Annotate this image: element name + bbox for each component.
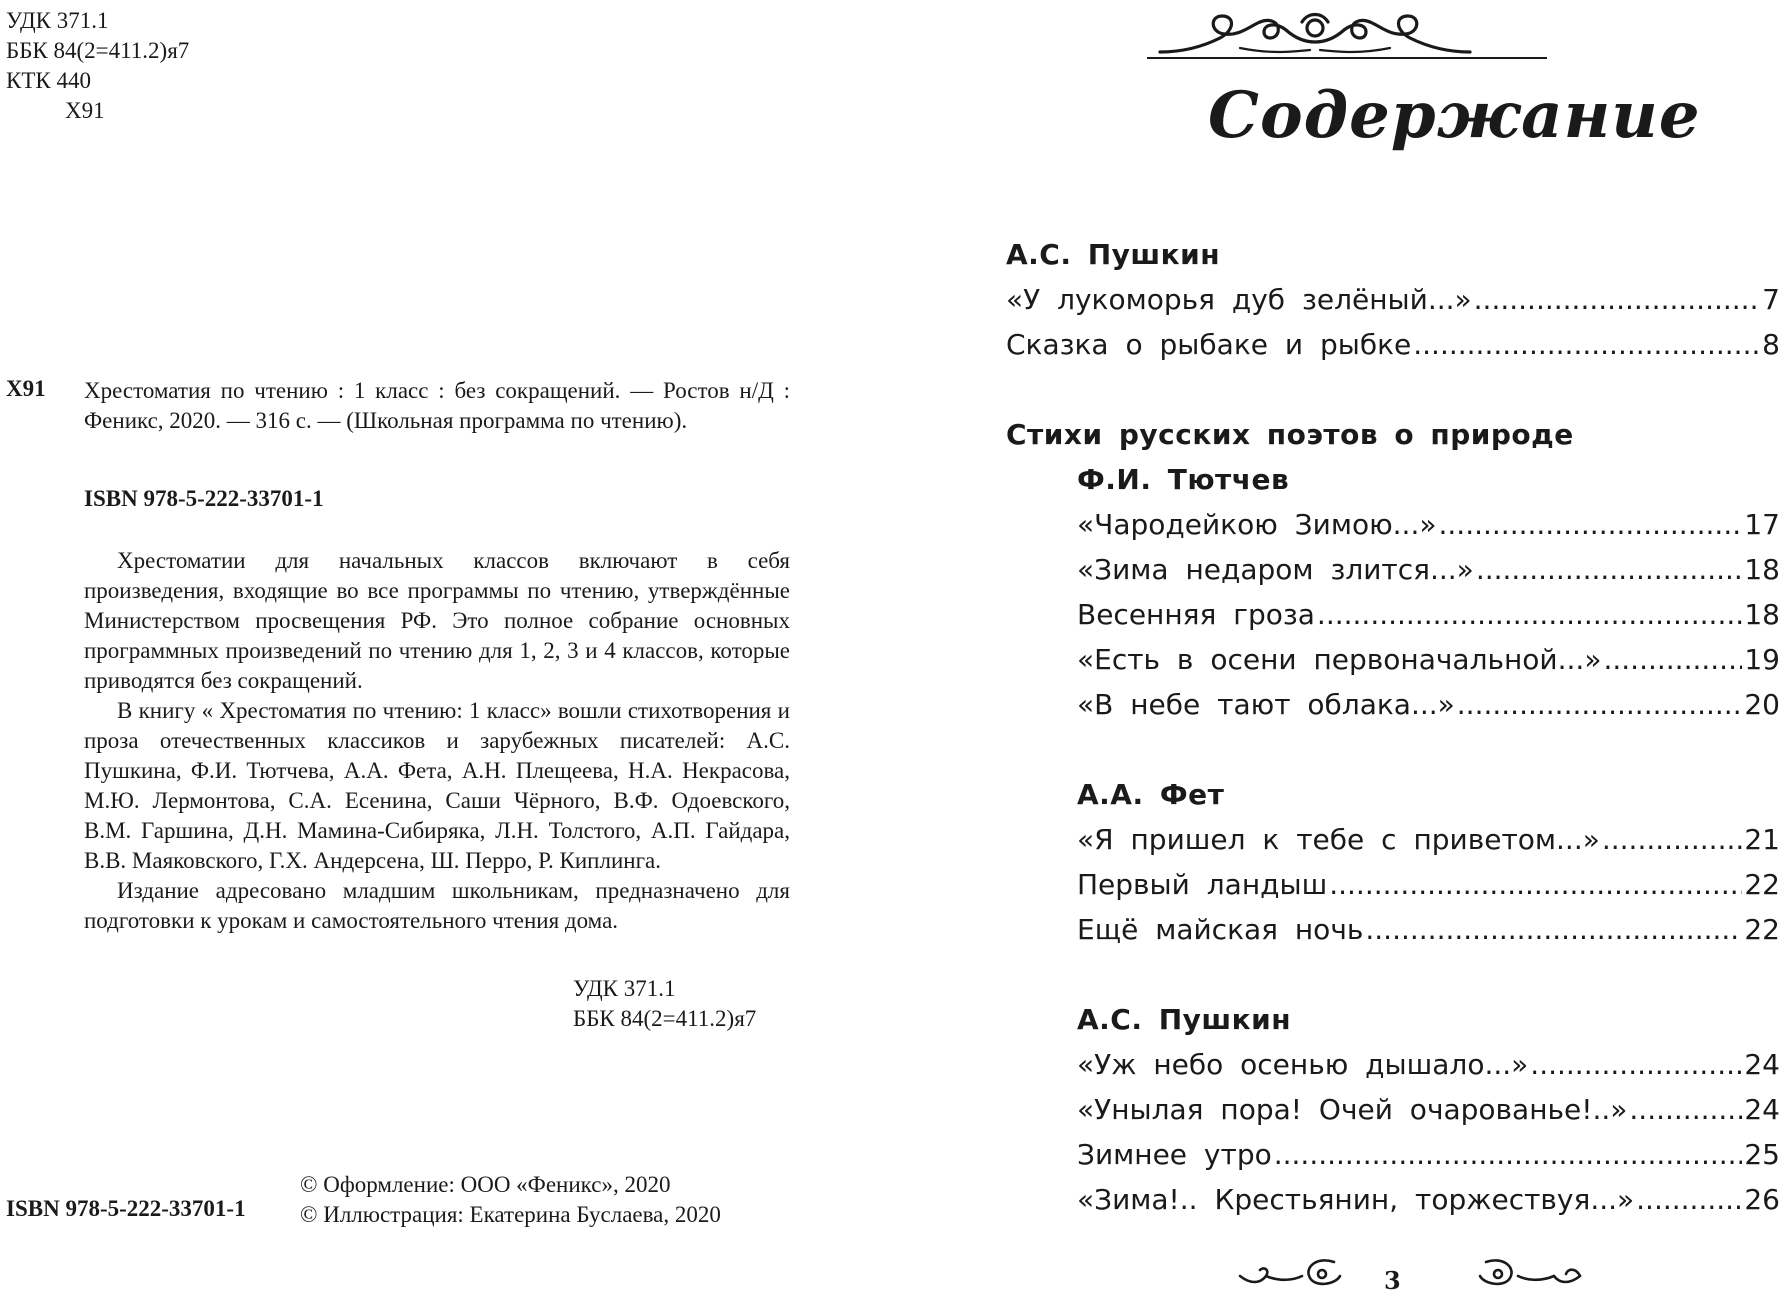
toc-entry-title: Весенняя гроза [1077,598,1315,631]
toc-entry[interactable] [1077,688,1780,728]
toc-entry[interactable] [1006,283,1780,323]
title-rule [1147,57,1547,59]
contents-page [892,0,1784,1296]
copyright-block [300,1170,721,1230]
toc-entry[interactable] [1077,1138,1780,1178]
toc-entry-title: «Унылая пора! Очей очарованье!..» [1077,1093,1628,1126]
footer-udk: УДК 371.1 [573,976,676,1001]
toc-entry-page: 20 [1744,688,1780,721]
bbk-code: ББК 84(2=411.2)я7 [6,38,190,63]
toc-heading-text: А.С. Пушкин [1006,238,1221,271]
toc-entry-title: «Чародейкою Зимою...» [1077,508,1437,541]
toc-leader-dots [1636,1183,1742,1216]
page-number: 3 [1384,1266,1401,1295]
toc-entry-title: Сказка о рыбаке и рыбке [1006,328,1412,361]
toc-entry[interactable] [1077,1183,1780,1223]
toc-heading [1006,418,1780,458]
toc-entry-title: «Зима недаром злится...» [1077,553,1474,586]
copyright-illustration: © Иллюстрация: Екатерина Буслаева, 2020 [300,1202,721,1227]
toc-entry[interactable] [1077,913,1780,953]
footer-codes [573,974,756,1034]
toc-entry[interactable] [1077,643,1780,683]
toc-leader-dots [1317,598,1742,631]
toc-heading [1006,238,1780,278]
toc-subheading-text: А.С. Пушкин [1077,1003,1292,1036]
annotation-paragraph: Издание адресовано младшим школьникам, предназначено для подготовки к урокам и самостоятельного чтения дома. [84,878,790,933]
udk-code: УДК 371.1 [6,8,109,33]
toc-entry-page: 19 [1744,643,1780,676]
toc-leader-dots [1413,328,1758,361]
page-title: Содержание [1208,78,1701,153]
toc-subheading-text: Ф.И. Тютчев [1077,463,1290,496]
toc-entry-page: 25 [1744,1138,1780,1171]
toc-entry-title: «Уж небо осенью дышало...» [1077,1048,1529,1081]
toc-leader-dots [1439,508,1743,541]
toc-leader-dots [1457,688,1743,721]
toc-entry[interactable] [1077,868,1780,908]
annotation [84,546,790,936]
toc-entry-page: 7 [1762,283,1780,316]
toc-entry[interactable] [1006,328,1780,368]
copyright-design: © Оформление: ООО «Феникс», 2020 [300,1172,671,1197]
toc-entry-page: 24 [1744,1048,1780,1081]
flourish-ornament-icon [1140,8,1490,64]
author-mark: Х91 [6,376,46,401]
toc-heading-text: Стихи русских поэтов о природе [1006,418,1574,451]
author-mark-code: Х91 [65,98,105,123]
toc-entry-page: 18 [1744,598,1780,631]
toc-leader-dots [1365,913,1742,946]
classification-codes [6,6,189,126]
toc-entry-page: 17 [1744,508,1780,541]
toc-entry[interactable] [1077,1093,1780,1133]
toc-entry-page: 24 [1744,1093,1780,1126]
toc-leader-dots [1530,1048,1742,1081]
ktk-code: КТК 440 [6,68,91,93]
toc-subheading [1077,463,1780,503]
toc-entry-page: 21 [1744,823,1780,856]
toc-entry[interactable] [1077,598,1780,638]
toc-entry-title: «Я пришел к тебе с приветом...» [1077,823,1600,856]
toc-entry[interactable] [1077,823,1780,863]
toc-entry-title: «В небе тают облака...» [1077,688,1455,721]
toc-entry-title: «Есть в осени первоначальной...» [1077,643,1602,676]
isbn: ISBN 978-5-222-33701-1 [84,486,324,511]
toc-subheading-text: А.А. Фет [1077,778,1225,811]
toc-entry-page: 8 [1762,328,1780,361]
toc-leader-dots [1329,868,1742,901]
annotation-paragraph: В книгу « Хрестоматия по чтению: 1 класс» вошли стихотворения и проза отечественных классиков и зарубежных писателей: А.С. Пушкина, Ф.И. Тютчева, А.А. Фета, А.Н. Плещеева, Н.А. Некрасова, М.Ю. Лермонтова, С.А. Есенина, Саши Чёрного, В.Ф. Одоевского, В.М. Гаршина, Д.Н. Мамина-Сибиряка, Л.Н. Толстого, А.П. Гайдара, В.В. Маяковского, Г.Х. Андерсена, Ш. Перро, Р. Киплинга. [84,698,790,873]
footer-flourish-left-icon [1236,1254,1346,1290]
toc-entry-page: 18 [1744,553,1780,586]
toc-entry[interactable] [1077,508,1780,548]
footer-flourish-right-icon [1474,1254,1584,1290]
footer-bbk: ББК 84(2=411.2)я7 [573,1006,757,1031]
toc-entry-title: Первый ландыш [1077,868,1328,901]
toc-entry-page: 22 [1744,913,1780,946]
toc-entry-page: 26 [1744,1183,1780,1216]
toc-leader-dots [1274,1138,1743,1171]
toc-entry-title: Ещё майская ночь [1077,913,1364,946]
toc-leader-dots [1474,283,1758,316]
toc-leader-dots [1602,823,1743,856]
annotation-paragraph: Хрестоматии для начальных классов включают в себя произведения, входящие во все программы по чтению, утверждённые Министерством просвещения РФ. Это полное собрание основных программных произведений по чтению для 1, 2, 3 и 4 классов, которые приводятся без сокращений. [84,548,790,693]
toc-entry[interactable] [1077,1048,1780,1088]
bibliographic-record: Хрестоматия по чтению : 1 класс : без сокращений. — Ростов н/Д : Феникс, 2020. — 316 с. — (Школьная программа по чтению). [84,378,790,433]
toc-subheading [1077,1003,1780,1043]
toc-leader-dots [1603,643,1742,676]
toc-entry-page: 22 [1744,868,1780,901]
toc-entry-title: «У лукоморья дуб зелёный...» [1006,283,1472,316]
toc-subheading [1077,778,1780,818]
toc-entry-title: Зимнее утро [1077,1138,1272,1171]
toc-leader-dots [1629,1093,1742,1126]
toc-leader-dots [1476,553,1743,586]
toc-entry[interactable] [1077,553,1780,593]
toc-entry-title: «Зима!.. Крестьянин, торжествуя...» [1077,1183,1635,1216]
footer-isbn: ISBN 978-5-222-33701-1 [6,1196,246,1221]
